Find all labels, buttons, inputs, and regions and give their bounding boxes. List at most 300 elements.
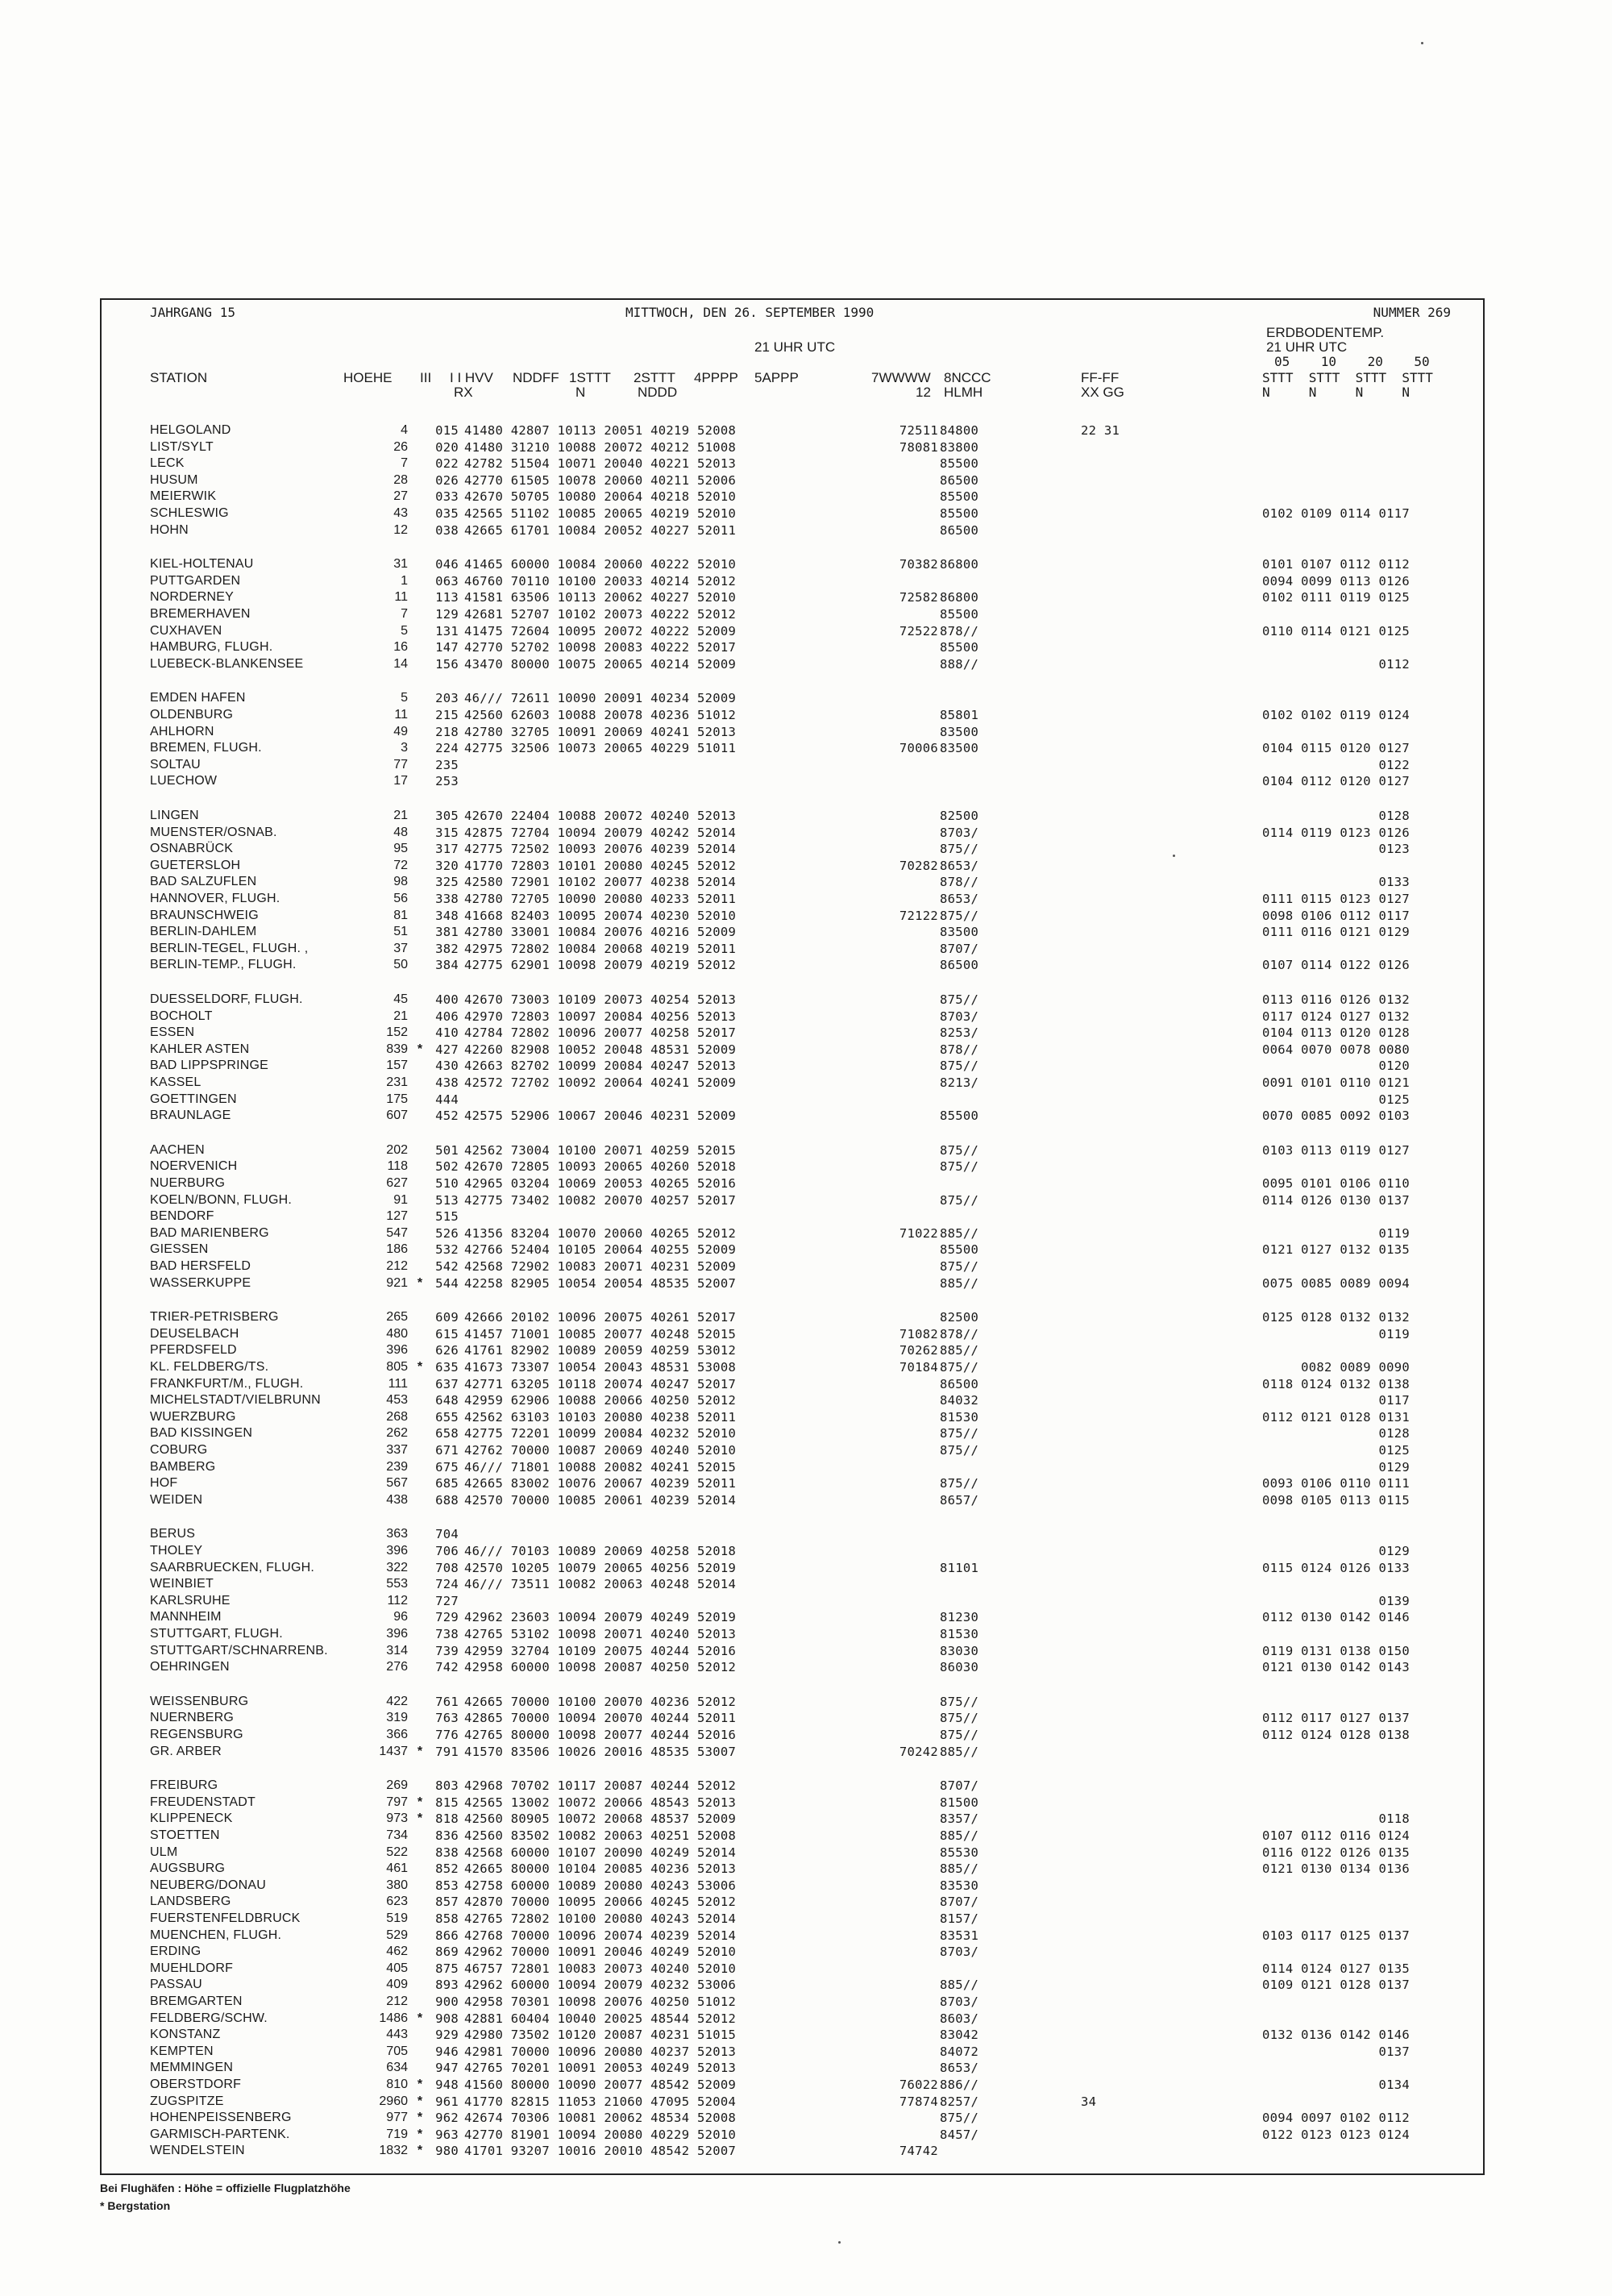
cloud-group: 878// <box>940 1042 979 1057</box>
synop-groups: 42962 23603 10094 20079 40249 52019 <box>464 1610 737 1625</box>
col-station: STATION <box>150 370 208 385</box>
synop-groups: 41480 42807 10113 20051 40219 52008 <box>464 423 737 438</box>
cloud-group: 85500 <box>940 1108 979 1124</box>
soil-temps: 0119 <box>1262 1225 1410 1241</box>
station-id: 384 <box>435 958 459 973</box>
cloud-group: 8253/ <box>940 1025 979 1041</box>
station-height: 50 <box>393 958 408 972</box>
station-name: AUGSBURG <box>150 1861 226 1876</box>
cloud-group: 885// <box>940 1225 979 1241</box>
station-height: 56 <box>393 892 408 905</box>
station-height: 269 <box>386 1778 408 1793</box>
station-name: PASSAU <box>150 1978 202 1992</box>
cloud-group: 83500 <box>940 724 979 739</box>
cloud-group: 8357/ <box>940 1811 979 1827</box>
cloud-group: 85500 <box>940 607 979 622</box>
station-height: 118 <box>387 1159 408 1174</box>
soil-temps: 0128 <box>1262 809 1410 823</box>
station-id: 947 <box>435 2061 459 2076</box>
cloud-group: 8703/ <box>940 1994 979 2009</box>
station-id: 893 <box>435 1978 459 1993</box>
soil-temps: 0119 0131 0138 0150 <box>1262 1643 1410 1658</box>
table-row <box>102 841 1483 857</box>
station-id: 510 <box>435 1176 459 1191</box>
table-row <box>102 1694 1483 1710</box>
station-height: 175 <box>386 1092 408 1106</box>
table-row <box>102 1258 1483 1275</box>
cloud-group: 875// <box>940 1142 979 1158</box>
station-height: 3 <box>401 741 408 755</box>
table-row <box>102 1459 1483 1475</box>
station-name: HOHENPEISSENBERG <box>150 2111 292 2125</box>
soil-temps: 0123 <box>1262 842 1410 857</box>
station-height: 380 <box>386 1878 408 1892</box>
station-id: 609 <box>435 1310 459 1325</box>
station-height: 31 <box>393 557 408 572</box>
station-name: BERLIN-DAHLEM <box>150 925 257 939</box>
soil-temps: 0102 0109 0114 0117 <box>1262 506 1410 521</box>
station-height: 453 <box>386 1393 408 1408</box>
station-height: 265 <box>386 1310 408 1325</box>
table-row <box>102 1492 1483 1508</box>
station-height: 11 <box>394 590 408 605</box>
station-name: KIEL-HOLTENAU <box>150 557 254 572</box>
soil-temps: 0115 0124 0126 0133 <box>1262 1560 1410 1575</box>
table-row <box>102 1309 1483 1325</box>
soil-temps: 0139 <box>1262 1593 1410 1608</box>
synop-groups: 42758 60000 10089 20080 40243 53006 <box>464 1878 737 1893</box>
station-name: ESSEN <box>150 1025 195 1040</box>
station-id: 853 <box>435 1878 459 1893</box>
station-name: GOETTINGEN <box>150 1092 237 1106</box>
synop-groups: 46/// 72611 10090 20091 40234 52009 <box>464 691 737 706</box>
station-name: KASSEL <box>150 1075 202 1089</box>
station-name: BREMERHAVEN <box>150 607 251 621</box>
cloud-group: 84072 <box>940 2044 979 2059</box>
soil-temps: 0117 <box>1262 1393 1410 1408</box>
table-row <box>102 422 1483 439</box>
station-height: 81 <box>393 908 408 922</box>
synop-groups: 42775 72502 10093 20076 40239 52014 <box>464 842 737 857</box>
station-height: 443 <box>386 2028 408 2042</box>
table-row <box>102 1593 1483 1609</box>
synop-groups: 42260 82908 10052 20048 48531 52009 <box>464 1042 737 1057</box>
station-height: 26 <box>393 439 408 454</box>
soil-temps: 0117 0124 0127 0132 <box>1262 1009 1410 1024</box>
station-name: BENDORF <box>150 1209 214 1224</box>
station-height: 839 <box>386 1042 408 1056</box>
mountain-marker: * <box>417 2111 423 2125</box>
synop-groups: 42762 70000 10087 20069 40240 52010 <box>464 1443 737 1458</box>
station-height: 14 <box>393 656 408 671</box>
station-height: 409 <box>386 1978 408 1992</box>
col-ff: FF-FF <box>1081 370 1120 385</box>
synop-groups: 41475 72604 10095 20072 40222 52009 <box>464 623 737 638</box>
synop-groups: 42670 73003 10109 20073 40254 52013 <box>464 992 737 1007</box>
soil-temps: 0098 0105 0113 0115 <box>1262 1492 1410 1508</box>
synop-groups: 42562 73004 10100 20071 40259 52015 <box>464 1142 737 1158</box>
table-row <box>102 1795 1483 1811</box>
station-height: 202 <box>386 1142 408 1157</box>
station-height: 276 <box>386 1660 408 1674</box>
station-id: 776 <box>435 1728 459 1742</box>
synop-groups: 42780 72705 10090 20080 40233 52011 <box>464 892 737 906</box>
table-row <box>102 1961 1483 1977</box>
table-row <box>102 639 1483 655</box>
station-name: SOLTAU <box>150 757 201 772</box>
cloud-group: 875// <box>940 1059 979 1074</box>
table-row <box>102 1225 1483 1242</box>
station-name: WENDELSTEIN <box>150 2144 245 2158</box>
synop-groups: 42980 73502 10120 20087 40231 51015 <box>464 2028 737 2043</box>
weather-group: 76022 <box>899 2078 938 2092</box>
station-id: 515 <box>435 1209 459 1225</box>
synop-groups: 42958 60000 10098 20087 40250 52012 <box>464 1660 737 1675</box>
col-group4: 4PPPP <box>694 370 738 385</box>
station-name: KL. FELDBERG/TS. <box>150 1360 269 1374</box>
station-id: 427 <box>435 1042 459 1057</box>
soil-depths: 05 10 20 50 <box>1274 354 1430 369</box>
station-id: 708 <box>435 1560 459 1575</box>
synop-groups: 42765 53102 10098 20071 40240 52013 <box>464 1627 737 1641</box>
station-height: 567 <box>386 1476 408 1491</box>
cloud-group: 875// <box>940 1159 979 1175</box>
station-height: 547 <box>386 1225 408 1240</box>
station-id: 542 <box>435 1259 459 1274</box>
station-height: 212 <box>386 1259 408 1273</box>
station-name: MANNHEIM <box>150 1610 222 1624</box>
synop-groups: 41560 80000 10090 20077 48542 52009 <box>464 2078 737 2092</box>
mountain-marker: * <box>417 1042 423 1056</box>
soil-temps: 0121 0130 0134 0136 <box>1262 1861 1410 1877</box>
soil-temps: 0121 0127 0132 0135 <box>1262 1242 1410 1258</box>
station-height: 553 <box>386 1577 408 1591</box>
table-row <box>102 891 1483 907</box>
cloud-group: 885// <box>940 1978 979 1993</box>
station-height: 5 <box>401 623 408 638</box>
synop-groups: 42775 32506 10073 20065 40229 51011 <box>464 741 737 756</box>
table-row <box>102 1911 1483 1927</box>
station-name: STOETTEN <box>150 1828 220 1842</box>
station-name: WEIDEN <box>150 1492 203 1507</box>
station-name: FREUDENSTADT <box>150 1795 256 1809</box>
station-name: NUERNBERG <box>150 1711 235 1725</box>
station-height: 27 <box>393 489 408 504</box>
gust-group: 34 <box>1081 2094 1097 2109</box>
station-id: 400 <box>435 992 459 1007</box>
synop-groups: 42970 72803 10097 20084 40256 52013 <box>464 1009 737 1024</box>
station-id: 348 <box>435 908 459 923</box>
cloud-group: 8157/ <box>940 1911 979 1926</box>
synop-groups: 41770 82815 11053 21060 47095 52004 <box>464 2094 737 2109</box>
soil-temps: 0091 0101 0110 0121 <box>1262 1075 1410 1090</box>
table-row <box>102 2077 1483 2093</box>
weather-group: 72122 <box>899 908 938 923</box>
synop-groups: 46/// 70103 10089 20069 40258 52018 <box>464 1544 737 1558</box>
table-row <box>102 724 1483 740</box>
station-name: GARMISCH-PARTENK. <box>150 2127 290 2141</box>
station-id: 729 <box>435 1610 459 1625</box>
station-height: 977 <box>386 2111 408 2125</box>
synop-groups: 41465 60000 10084 20060 40222 52010 <box>464 557 737 572</box>
synop-groups: 41581 63506 10113 20062 40227 52010 <box>464 590 737 605</box>
cloud-group: 8653/ <box>940 892 979 906</box>
station-name: GR. ARBER <box>150 1744 222 1758</box>
station-height: 396 <box>386 1627 408 1641</box>
table-row <box>102 2011 1483 2027</box>
mountain-marker: * <box>417 2094 423 2108</box>
station-id: 704 <box>435 1527 459 1542</box>
synop-groups: 41770 72803 10101 20080 40245 52012 <box>464 858 737 873</box>
col-ww: 7WWWW <box>871 370 931 385</box>
table-row <box>102 773 1483 789</box>
station-height: 12 <box>393 522 408 537</box>
col-soil-sub: N N N N <box>1262 385 1410 400</box>
cloud-group: 83030 <box>940 1643 979 1658</box>
synop-groups: 42870 70000 10095 20066 40245 52012 <box>464 1895 737 1910</box>
synop-groups: 41480 31210 10088 20072 40212 51008 <box>464 439 737 455</box>
station-id: 253 <box>435 774 459 789</box>
soil-temps: 0110 0114 0121 0125 <box>1262 623 1410 638</box>
station-id: 946 <box>435 2044 459 2059</box>
station-id: 224 <box>435 741 459 756</box>
station-id: 218 <box>435 724 459 739</box>
table-row <box>102 858 1483 874</box>
station-name: NORDERNEY <box>150 590 235 605</box>
station-id: 131 <box>435 623 459 638</box>
soil-temps: 0112 0117 0127 0137 <box>1262 1711 1410 1726</box>
table-row <box>102 808 1483 824</box>
table-row <box>102 2143 1483 2159</box>
station-name: KLIPPENECK <box>150 1811 233 1826</box>
station-id: 706 <box>435 1544 459 1558</box>
table-row <box>102 1894 1483 1910</box>
table-row <box>102 1828 1483 1844</box>
weather-group: 71082 <box>899 1326 938 1341</box>
cloud-group: 885// <box>940 1275 979 1291</box>
synop-groups: 42663 82702 10099 20084 40247 52013 <box>464 1059 737 1074</box>
col-ihvv: I I HVV <box>450 370 493 385</box>
synop-groups: 42670 50705 10080 20064 40218 52010 <box>464 489 737 505</box>
table-row <box>102 1242 1483 1258</box>
cloud-group: 81101 <box>940 1560 979 1575</box>
soil-temps: 0103 0113 0119 0127 <box>1262 1142 1410 1158</box>
mountain-marker: * <box>417 2078 423 2091</box>
cloud-group: 84032 <box>940 1393 979 1408</box>
station-name: HAMBURG, FLUGH. <box>150 640 273 655</box>
synop-groups: 42981 70000 10096 20080 40237 52013 <box>464 2044 737 2059</box>
station-id: 020 <box>435 439 459 455</box>
cloud-group: 875// <box>940 992 979 1007</box>
station-height: 797 <box>386 1795 408 1809</box>
station-name: FELDBERG/SCHW. <box>150 2011 268 2025</box>
table-row <box>102 1192 1483 1208</box>
station-id: 038 <box>435 522 459 538</box>
station-name: TRIER-PETRISBERG <box>150 1310 279 1325</box>
soil-temps: 0125 0128 0132 0132 <box>1262 1310 1410 1325</box>
station-height: 239 <box>386 1459 408 1474</box>
station-id: 637 <box>435 1376 459 1391</box>
table-row <box>102 1861 1483 1877</box>
table-row <box>102 2127 1483 2143</box>
mountain-marker: * <box>417 1811 423 1826</box>
table-row <box>102 740 1483 756</box>
station-id: 513 <box>435 1192 459 1208</box>
station-name: BERLIN-TEGEL, FLUGH. , <box>150 941 309 955</box>
cloud-group: 875// <box>940 1728 979 1742</box>
table-row <box>102 1944 1483 1960</box>
station-height: 627 <box>386 1176 408 1190</box>
soil-temps: 0104 0115 0120 0127 <box>1262 741 1410 756</box>
table-row <box>102 1560 1483 1576</box>
station-id: 452 <box>435 1108 459 1124</box>
soil-temps: 0116 0122 0126 0135 <box>1262 1845 1410 1860</box>
cloud-group: 85500 <box>940 506 979 521</box>
table-row <box>102 1778 1483 1794</box>
cloud-group: 86800 <box>940 557 979 572</box>
cloud-group: 81230 <box>940 1610 979 1625</box>
soil-temps: 0125 <box>1262 1443 1410 1458</box>
cloud-group: 875// <box>940 1443 979 1458</box>
station-id: 235 <box>435 757 459 772</box>
station-id: 063 <box>435 573 459 589</box>
cloud-group: 885// <box>940 1744 979 1759</box>
cloud-group: 8703/ <box>940 1945 979 1960</box>
soil-temps: 0119 <box>1262 1326 1410 1341</box>
station-height: 262 <box>386 1426 408 1441</box>
cloud-group: 8703/ <box>940 1009 979 1024</box>
cloud-group: 82500 <box>940 809 979 823</box>
station-height: 77 <box>393 757 408 772</box>
station-height: 17 <box>393 774 408 788</box>
station-height: 973 <box>386 1811 408 1826</box>
station-height: 519 <box>386 1911 408 1925</box>
cloud-group: 8457/ <box>940 2127 979 2142</box>
station-name: BRAUNLAGE <box>150 1108 231 1123</box>
station-id: 382 <box>435 941 459 956</box>
station-id: 761 <box>435 1694 459 1709</box>
mountain-marker: * <box>417 1360 423 1374</box>
soil-temps: 0101 0107 0112 0112 <box>1262 557 1410 572</box>
station-height: 462 <box>386 1945 408 1959</box>
table-row <box>102 707 1483 723</box>
footnote-mountain: * Bergstation <box>100 2199 171 2212</box>
station-name: GUETERSLOH <box>150 858 241 872</box>
cloud-group: 8703/ <box>940 825 979 840</box>
weather-group: 70184 <box>899 1360 938 1375</box>
cloud-group: 885// <box>940 1343 979 1358</box>
station-id: 675 <box>435 1459 459 1475</box>
station-name: WUERZBURG <box>150 1409 236 1424</box>
table-row <box>102 573 1483 589</box>
table-row <box>102 1009 1483 1025</box>
gust-group: 22 31 <box>1081 423 1120 438</box>
station-height: 422 <box>386 1694 408 1708</box>
synop-groups: 42775 62901 10098 20079 40219 52012 <box>464 958 737 973</box>
soil-temps: 0133 <box>1262 875 1410 890</box>
station-id: 015 <box>435 423 459 438</box>
synop-groups: 42665 70000 10100 20070 40236 52012 <box>464 1694 737 1709</box>
synop-groups: 41457 71001 10085 20077 40248 52015 <box>464 1326 737 1341</box>
synop-groups: 42959 32704 10109 20075 40244 52016 <box>464 1643 737 1658</box>
station-height: 11 <box>394 708 408 722</box>
soil-temps: 0102 0111 0119 0125 <box>1262 590 1410 605</box>
station-id: 739 <box>435 1643 459 1658</box>
table-row <box>102 1208 1483 1225</box>
table-row <box>102 1175 1483 1192</box>
col-group5: 5APPP <box>754 370 799 385</box>
station-height: 396 <box>386 1343 408 1358</box>
soil-temps: 0095 0101 0106 0110 <box>1262 1176 1410 1191</box>
station-name: LUEBECK-BLANKENSEE <box>150 656 304 671</box>
col-nccc: 8NCCC <box>944 370 991 385</box>
station-height: 396 <box>386 1544 408 1558</box>
synop-groups: 42765 80000 10098 20077 40244 52016 <box>464 1728 737 1742</box>
station-name: MUEHLDORF <box>150 1961 234 1975</box>
station-height: 4 <box>401 423 408 437</box>
station-name: LECK <box>150 456 185 471</box>
station-name: BOCHOLT <box>150 1009 213 1023</box>
cloud-group: 8707/ <box>940 1895 979 1910</box>
station-name: OBERSTDORF <box>150 2078 242 2091</box>
station-height: 268 <box>386 1409 408 1424</box>
synop-groups: 42568 60000 10107 20090 40249 52014 <box>464 1845 737 1860</box>
table-row <box>102 690 1483 706</box>
station-id: 026 <box>435 472 459 488</box>
station-name: KAHLER ASTEN <box>150 1042 250 1056</box>
cloud-group: 8653/ <box>940 2061 979 2076</box>
soil-temps: 0129 <box>1262 1459 1410 1475</box>
station-id: 526 <box>435 1225 459 1241</box>
table-row <box>102 1626 1483 1642</box>
station-name: LUECHOW <box>150 774 218 788</box>
station-name: HANNOVER, FLUGH. <box>150 892 280 905</box>
synop-groups: 42665 80000 10104 20085 40236 52013 <box>464 1861 737 1877</box>
station-height: 461 <box>386 1861 408 1876</box>
station-height: 2960 <box>379 2094 408 2108</box>
station-name: MUENCHEN, FLUGH. <box>150 1928 282 1942</box>
station-height: 522 <box>386 1845 408 1859</box>
synop-groups: 42768 70000 10096 20074 40239 52014 <box>464 1928 737 1943</box>
station-height: 314 <box>386 1643 408 1658</box>
table-row <box>102 1576 1483 1592</box>
station-height: 96 <box>393 1610 408 1624</box>
soil-temps: 0109 0121 0128 0137 <box>1262 1978 1410 1993</box>
soil-temps: 0132 0136 0142 0146 <box>1262 2028 1410 2043</box>
synop-groups: 42580 72901 10102 20077 40238 52014 <box>464 875 737 890</box>
cloud-group: 878// <box>940 1326 979 1341</box>
station-name: BAD LIPPSPRINGE <box>150 1059 269 1073</box>
table-row <box>102 522 1483 539</box>
cloud-group: 86500 <box>940 522 979 538</box>
station-id: 406 <box>435 1009 459 1024</box>
station-name: NOERVENICH <box>150 1159 238 1174</box>
station-height: 152 <box>386 1025 408 1040</box>
station-name: SCHLESWIG <box>150 506 229 520</box>
mountain-marker: * <box>417 1795 423 1809</box>
cloud-group: 875// <box>940 1711 979 1726</box>
table-row <box>102 1075 1483 1091</box>
cloud-group: 875// <box>940 1476 979 1491</box>
weather-group: 70262 <box>899 1343 938 1358</box>
mountain-marker: * <box>417 1275 423 1290</box>
station-id: 818 <box>435 1811 459 1827</box>
station-height: 438 <box>386 1492 408 1507</box>
station-height: 51 <box>393 925 408 939</box>
station-id: 963 <box>435 2127 459 2142</box>
station-id: 317 <box>435 842 459 857</box>
weather-group: 70006 <box>899 741 938 756</box>
